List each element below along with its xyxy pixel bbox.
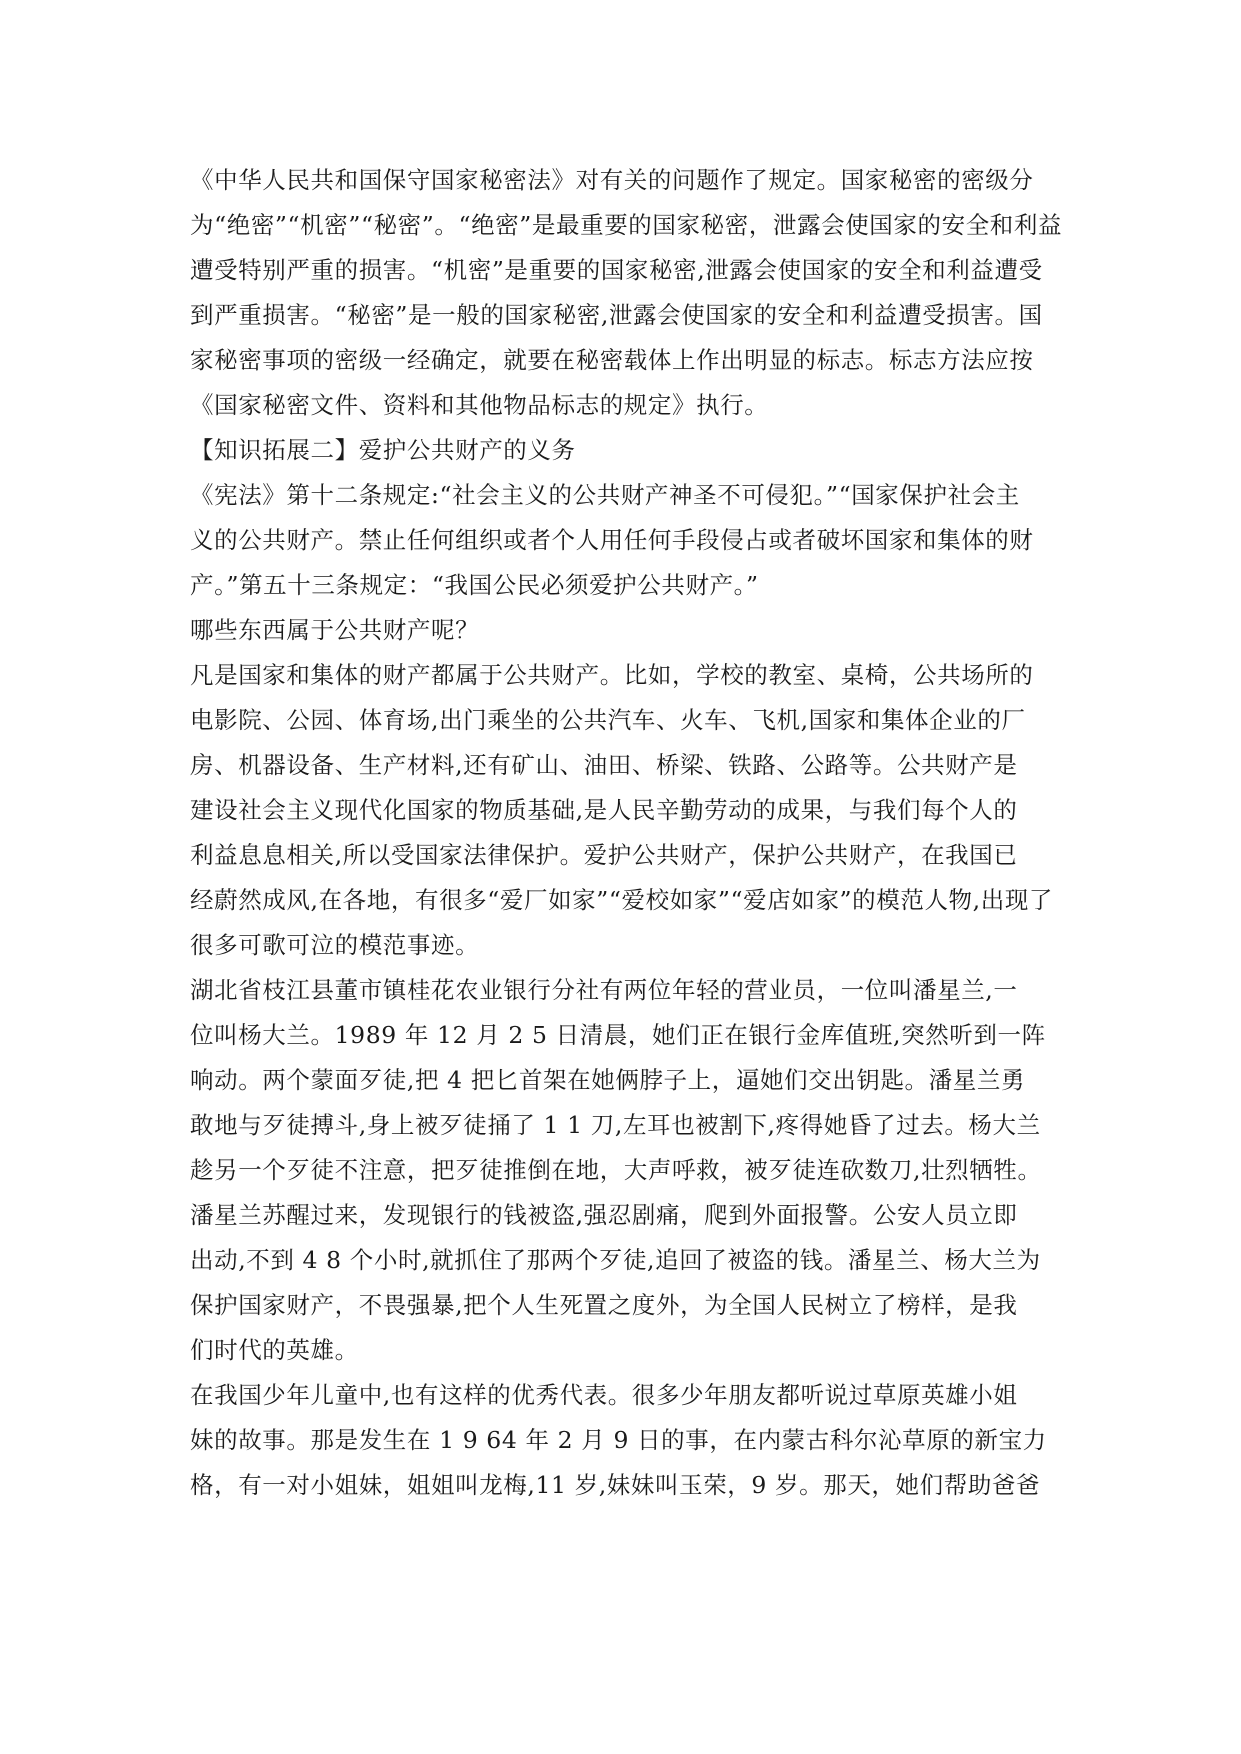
text-line: 出动,不到 4 8 个小时,就抓住了那两个歹徒,追回了被盗的钱。潘星兰、杨大兰为 xyxy=(190,1246,1041,1274)
text-line: 凡是国家和集体的财产都属于公共财产。比如，学校的教室、桌椅，公共场所的 xyxy=(190,661,1034,689)
document-body xyxy=(190,158,1063,1508)
section-heading: 【知识拓展二】爱护公共财产的义务 xyxy=(190,436,576,464)
text-line: 妹的故事。那是发生在 1 9 64 年 2 月 9 日的事，在内蒙古科尔沁草原的新宝力 xyxy=(190,1426,1047,1454)
text-line: 很多可歌可泣的模范事迹。 xyxy=(190,931,480,959)
text-line: 《宪法》第十二条规定:“社会主义的公共财产神圣不可侵犯。”“国家保护社会主 xyxy=(190,481,1020,509)
text-line: 潘星兰苏醒过来，发现银行的钱被盗,强忍剧痛，爬到外面报警。公安人员立即 xyxy=(190,1201,1018,1229)
text-line: 在我国少年儿童中,也有这样的优秀代表。很多少年朋友都听说过草原英雄小姐 xyxy=(190,1381,1018,1409)
text-line: 《中华人民共和国保守国家秘密法》对有关的问题作了规定。国家秘密的密级分 xyxy=(190,166,1034,194)
text-line: 格，有一对小姐妹，姐姐叫龙梅,11 岁,妹妹叫玉荣，9 岁。那天，她们帮助爸爸 xyxy=(190,1471,1041,1499)
text-line: 产。”第五十三条规定：“我国公民必须爱护公共财产。” xyxy=(190,571,759,599)
text-line: 到严重损害。“秘密”是一般的国家秘密,泄露会使国家的安全和利益遭受损害。国 xyxy=(190,301,1043,329)
text-line: 建设社会主义现代化国家的物质基础,是人民辛勤劳动的成果，与我们每个人的 xyxy=(190,796,1018,824)
text-line: 们时代的英雄。 xyxy=(190,1336,359,1364)
text-line: 家秘密事项的密级一经确定，就要在秘密载体上作出明显的标志。标志方法应按 xyxy=(190,346,1034,374)
text-line: 利益息息相关,所以受国家法律保护。爱护公共财产，保护公共财产，在我国已 xyxy=(190,841,1018,869)
text-line: 响动。两个蒙面歹徒,把 4 把匕首架在她俩脖子上，逼她们交出钥匙。潘星兰勇 xyxy=(190,1066,1026,1094)
text-line: 房、机器设备、生产材料,还有矿山、油田、桥梁、铁路、公路等。公共财产是 xyxy=(190,751,1018,779)
text-line: 经蔚然成风,在各地，有很多“爱厂如家”“爱校如家”“爱店如家”的模范人物,出现了 xyxy=(190,886,1054,914)
text-line: 敢地与歹徒搏斗,身上被歹徒捅了 1 1 刀,左耳也被割下,疼得她昏了过去。杨大兰 xyxy=(190,1111,1041,1139)
text-line: 保护国家财产，不畏强暴,把个人生死置之度外，为全国人民树立了榜样，是我 xyxy=(190,1291,1018,1319)
text-line: 为“绝密”“机密”“秘密”。“绝密”是最重要的国家秘密，泄露会使国家的安全和利益 xyxy=(190,211,1063,239)
text-line: 电影院、公园、体育场,出门乘坐的公共汽车、火车、飞机,国家和集体企业的厂 xyxy=(190,706,1026,734)
text-line: 趁另一个歹徒不注意，把歹徒推倒在地，大声呼救，被歹徒连砍数刀,壮烈牺牲。 xyxy=(190,1156,1042,1184)
text-line: 湖北省枝江县董市镇桂花农业银行分社有两位年轻的营业员，一位叫潘星兰,一 xyxy=(190,976,1018,1004)
text-line: 义的公共财产。禁止任何组织或者个人用任何手段侵占或者破坏国家和集体的财 xyxy=(190,526,1034,554)
text-line: 遭受特别严重的损害。“机密”是重要的国家秘密,泄露会使国家的安全和利益遭受 xyxy=(190,256,1043,284)
text-line: 《国家秘密文件、资料和其他物品标志的规定》执行。 xyxy=(190,391,769,419)
question-line: 哪些东西属于公共财产呢？ xyxy=(190,616,480,644)
text-line: 位叫杨大兰。1989 年 12 月 2 5 日清晨，她们正在银行金库值班,突然听到一阵 xyxy=(190,1021,1046,1049)
